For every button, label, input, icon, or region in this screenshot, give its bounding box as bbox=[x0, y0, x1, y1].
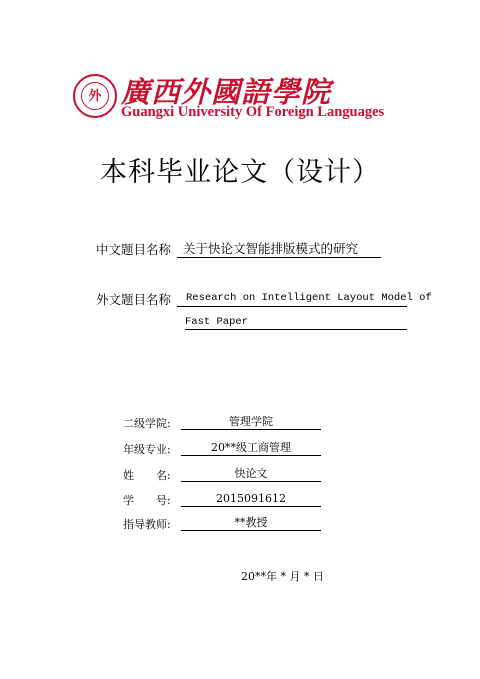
en-topic-value-line2: Fast Paper bbox=[185, 315, 407, 330]
student-id-value: 2015091612 bbox=[181, 491, 321, 507]
school-name-cn: 廣西外國語學院 bbox=[121, 75, 332, 109]
en-topic-label: 外文题目名称 bbox=[96, 292, 172, 307]
en-topic-value-line1: Research on Intelligent Layout Model of bbox=[186, 292, 432, 304]
advisor-label: 指导教师: bbox=[123, 518, 171, 531]
name-value: 快论文 bbox=[181, 466, 321, 482]
advisor-value: **教授 bbox=[181, 515, 321, 531]
major-label: 年级专业: bbox=[123, 443, 171, 456]
en-topic-underline-1 bbox=[177, 306, 407, 307]
name-label: 姓 名: bbox=[123, 469, 171, 482]
school-name-en: Guangxi University Of Foreign Languages bbox=[121, 104, 385, 120]
cn-topic-label: 中文题目名称 bbox=[96, 242, 172, 257]
school-seal-icon bbox=[73, 74, 117, 118]
seal-mark: 外 bbox=[88, 89, 102, 104]
college-label: 二级学院: bbox=[123, 417, 171, 430]
page-title: 本科毕业论文（设计） bbox=[100, 157, 380, 188]
major-value: 20**级工商管理 bbox=[181, 440, 321, 456]
date: 20**年 * 月 * 日 bbox=[241, 570, 324, 583]
college-value: 管理学院 bbox=[181, 414, 321, 430]
student-id-label: 学 号: bbox=[123, 494, 171, 507]
cn-topic-value: 关于快论文智能排版模式的研究 bbox=[177, 240, 381, 258]
